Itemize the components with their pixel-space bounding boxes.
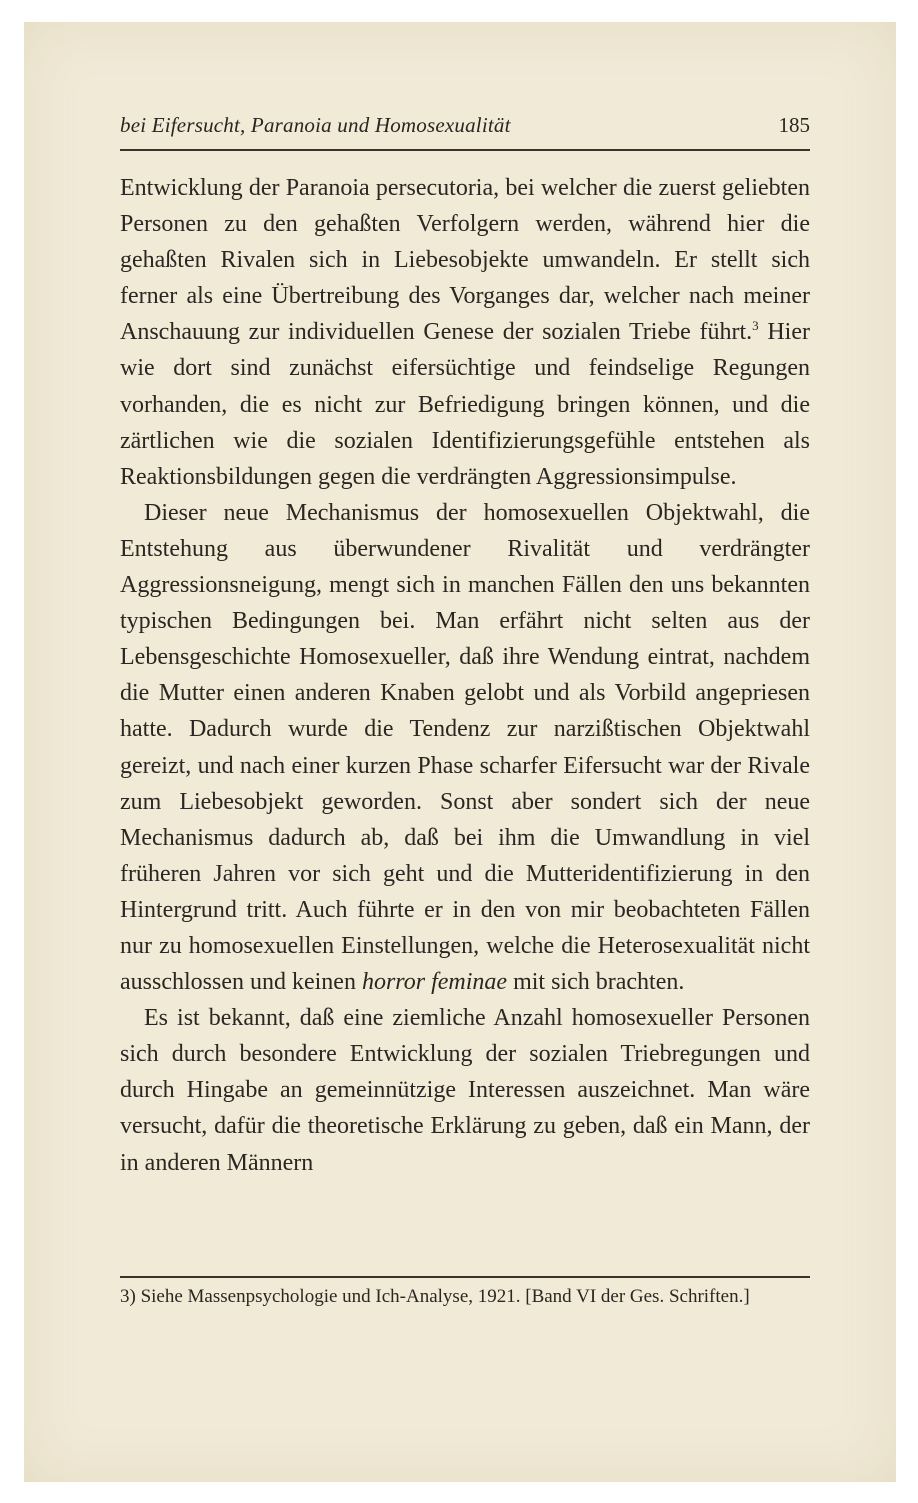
paragraph-1-text-b: Hier wie dort sind zunächst eifersüchtige und feindselige Regungen vorhanden, die es nicht zur Befriedigung bringen können, und die zärtlichen wie die sozialen Identifizierungsgefühle entstehen als Reaktionsbildungen gegen die verdrängten Aggressionsimpulse. — [120, 319, 810, 490]
body-text — [120, 170, 810, 1181]
paragraph-1 — [120, 170, 810, 495]
footnote-rule — [120, 1276, 810, 1278]
footnote: 3) Siehe Massenpsychologie und Ich-Analyse, 1921. [Band VI der Ges. Schriften.] — [120, 1286, 750, 1307]
paragraph-2-text-a: Dieser neue Mechanismus der homosexuellen Objektwahl, die Entstehung aus überwundener Rivalität und verdrängter Aggressionsneigung, mengt sich in manchen Fällen den uns bekannten typischen Bedingungen bei. Man erfährt nicht selten aus der Lebensgeschichte Homosexueller, daß ihre Wendung eintrat, nachdem die Mutter einen anderen Knaben gelobt und als Vorbild angepriesen hatte. Dadurch wurde die Tendenz zur narzißtischen Objektwahl gereizt, und nach einer kurzen Phase scharfer Eifersucht war der Rivale zum Liebesobjekt geworden. Sonst aber sondert sich der neue Mechanismus dadurch ab, daß bei ihm die Umwandlung in viel früheren Jahren vor sich geht und die Mutteridentifizierung in den Hintergrund tritt. Auch führte er in den von mir beobachteten Fällen nur zu homosexuellen Einstellungen, welche die Heterosexualität nicht ausschlossen und keinen — [120, 499, 810, 996]
running-title: bei Eifersucht, Paranoia und Homosexualität — [120, 113, 511, 137]
header-rule — [120, 149, 810, 151]
page-number: 185 — [778, 113, 810, 137]
paragraph-2-text-b: mit sich brachten. — [507, 969, 685, 996]
paragraph-3: Es ist bekannt, daß eine ziemliche Anzahl homosexueller Personen sich durch besondere Entwicklung der sozialen Triebregungen und durch Hingabe an gemeinnützige Interessen auszeichnet. Man wäre versucht, dafür die theoretische Erklärung zu geben, daß ein Mann, der in anderen Männern — [120, 1005, 810, 1176]
paragraph-2 — [120, 495, 810, 1000]
emphasis-horror-feminae: horror feminae — [361, 969, 508, 996]
page-header — [120, 113, 810, 138]
paragraph-1-text-a: Entwicklung der Paranoia persecutoria, bei welcher die zuerst geliebten Personen zu den gehaßten Verfolgern werden, während hier die gehaßten Rivalen sich in Liebesobjekte umwandeln. Er stellt sich ferner als eine Übertreibung des Vorganges dar, welcher nach meiner Anschauung zur individuellen Genese der sozialen Triebe führt. — [120, 175, 810, 346]
footnote-marker[interactable]: 3 — [752, 318, 759, 334]
